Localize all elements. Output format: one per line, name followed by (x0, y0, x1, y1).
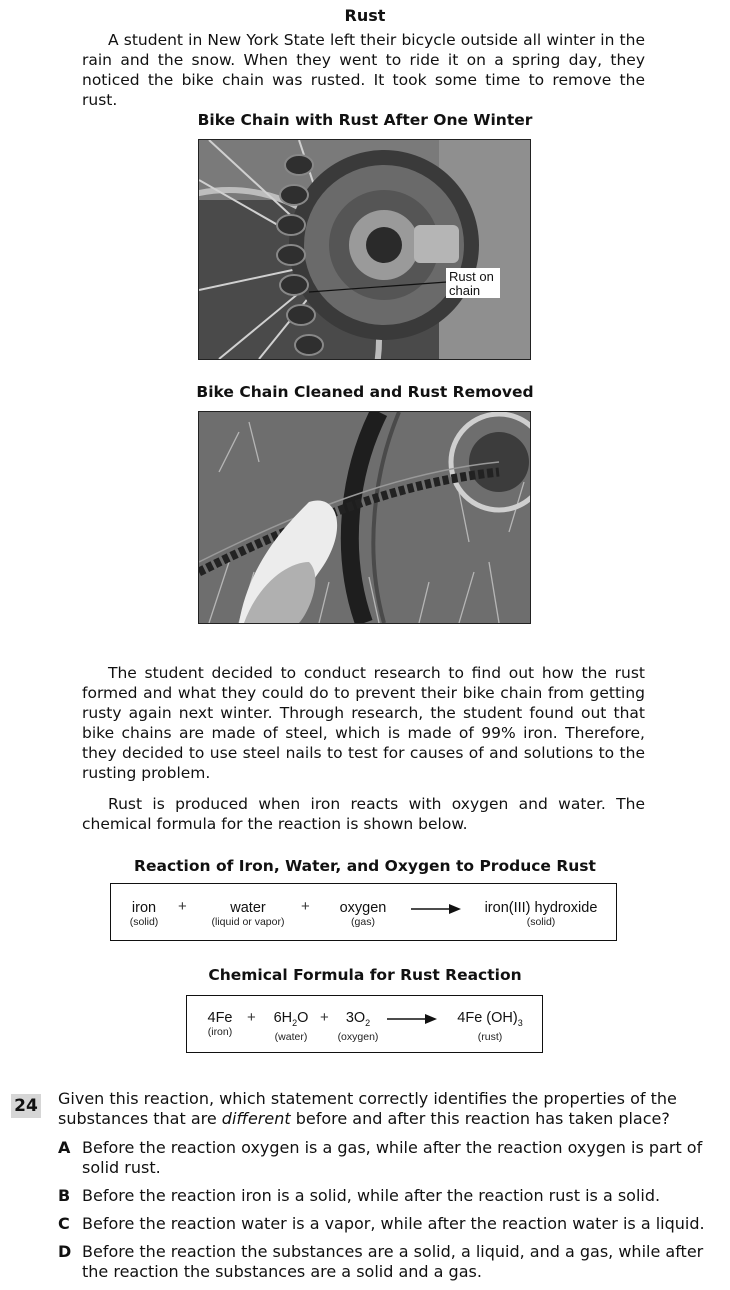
answer-choice-a[interactable]: A Before the reaction oxygen is a gas, while after the reaction oxygen is part of solid rust. (58, 1138, 703, 1177)
plus-sign: + (301, 898, 310, 915)
question-number: 24 (11, 1094, 41, 1118)
figure2-caption: Bike Chain Cleaned and Rust Removed (196, 383, 534, 401)
formula-oxygen: $3O_2$ (oxygen) (337, 1010, 379, 1043)
word-equation-box (110, 883, 617, 941)
answer-choice-c[interactable]: C Before the reaction water is a vapor, while after the reaction water is a liquid. (58, 1214, 705, 1233)
chemical-formula-box (186, 995, 543, 1053)
formula-rust: 4Fe $(OH)_3$ (rust) (457, 1010, 523, 1043)
intro-paragraph: A student in New York State left their bicycle outside all winter in the rain and the snow. When they went to ride it on a spring day, they noticed the bike chain was rusted. It took some time to remove the rust. (82, 31, 645, 109)
formula-iron: 4Fe (iron) (207, 1010, 233, 1038)
reaction1-caption: Reaction of Iron, Water, and Oxygen to Produce Rust (134, 857, 596, 875)
rust-label-line2: chain (449, 283, 481, 298)
arrow-icon (411, 902, 463, 916)
plus-sign: + (247, 1009, 256, 1026)
rusted-chain-photo (198, 139, 531, 360)
product-iron-hydroxide: iron(III) hydroxide (solid) (484, 900, 598, 928)
rust-label-line1: Rust on (449, 269, 494, 284)
question-text: Given this reaction, which statement correctly identifies the properties of the substances that are different before and after this reaction has taken place? (58, 1089, 677, 1128)
cleaned-chain-photo (198, 411, 531, 624)
page-title: Rust (344, 6, 386, 25)
reaction2-caption: Chemical Formula for Rust Reaction (208, 966, 522, 984)
arrow-icon (387, 1012, 439, 1026)
answer-choice-d[interactable]: D Before the reaction the substances are a solid, a liquid, and a gas, while after the reaction the substances are a solid and a gas. (58, 1242, 704, 1281)
figure1-caption: Bike Chain with Rust After One Winter (197, 111, 533, 129)
answer-choice-b[interactable]: B Before the reaction iron is a solid, while after the reaction rust is a solid. (58, 1186, 661, 1205)
formula-water: $6H_2O$ (water) (273, 1010, 309, 1043)
reactant-oxygen: oxygen (gas) (339, 900, 387, 928)
reaction-intro-paragraph: Rust is produced when iron reacts with oxygen and water. The chemical formula for the reaction is shown below. (82, 795, 645, 833)
reactant-iron: iron (solid) (129, 900, 159, 928)
plus-sign: + (178, 898, 187, 915)
plus-sign: + (320, 1009, 329, 1026)
reactant-water: water (liquid or vapor) (211, 900, 285, 928)
research-paragraph: The student decided to conduct research to find out how the rust formed and what they could do to prevent their bike chain from getting rusty again next winter. Through research, the student found out that bike chains are made of steel, which is made of 99% iron. Therefore, they decided to use steel nails to test for causes of and solutions to the rusting problem. (82, 664, 645, 782)
